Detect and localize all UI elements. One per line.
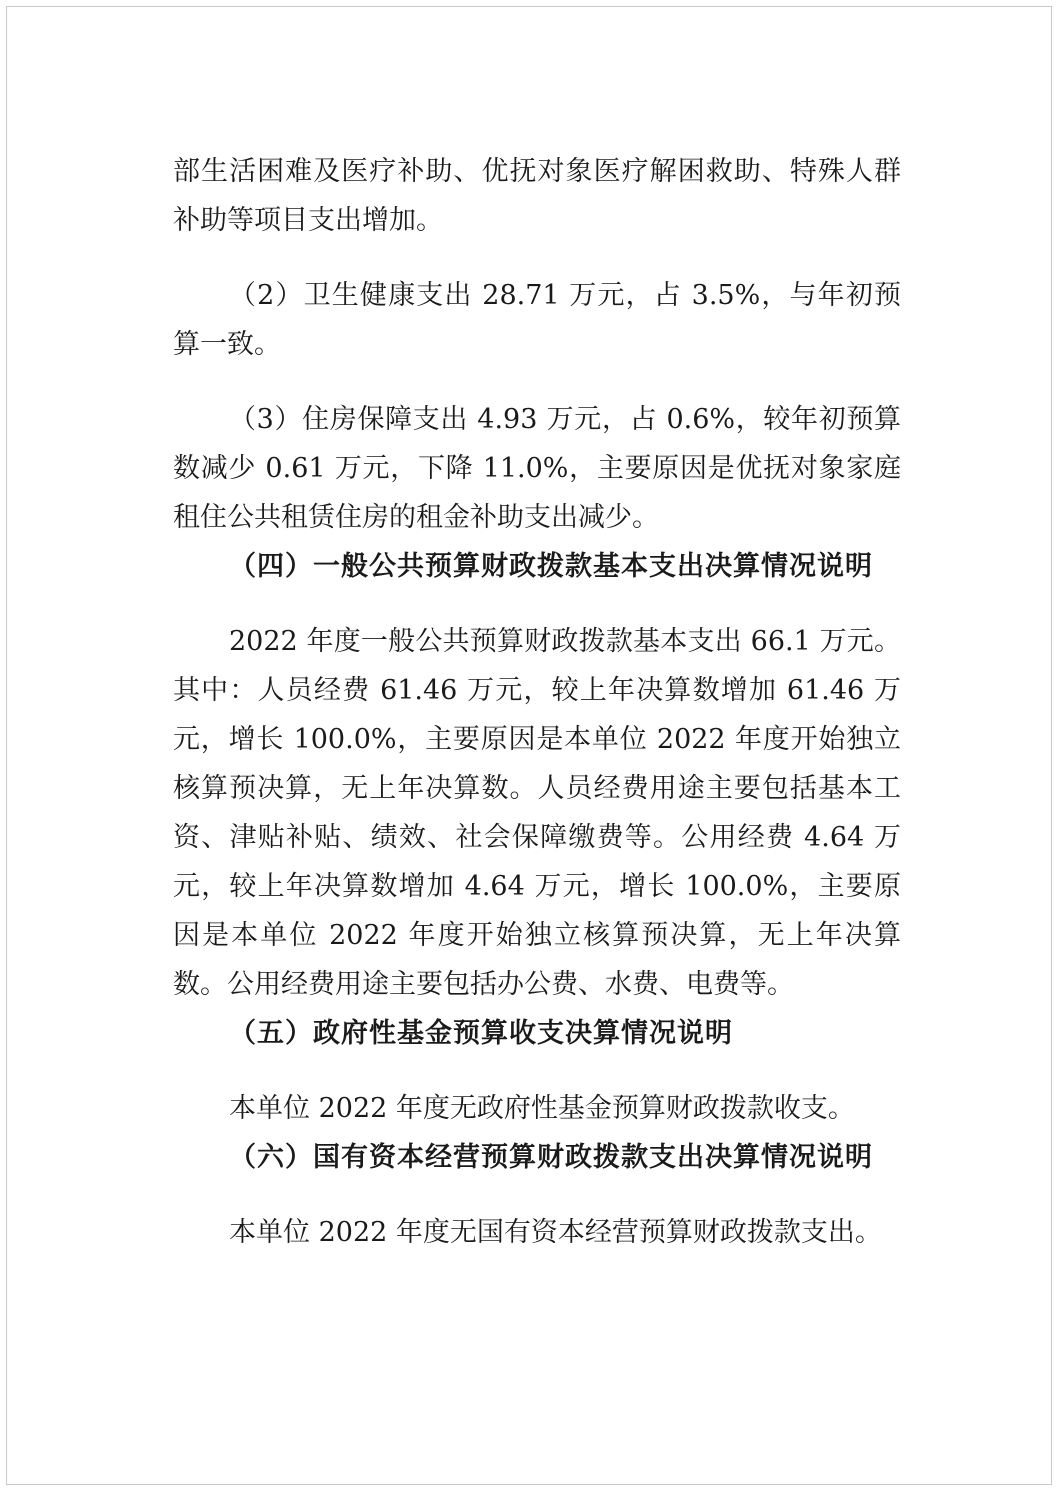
paragraph-state-capital: 本单位 2022 年度无国有资本经营预算财政拨款支出。	[229, 1217, 882, 1248]
document-body	[173, 147, 901, 1257]
section-heading-4: （四）一般公共预算财政拨款基本支出决算情况说明	[229, 551, 873, 582]
document-page	[6, 6, 1052, 1485]
paragraph-basic-expenditure: 2022 年度一般公共预算财政拨款基本支出 66.1 万元。其中：人员经费 61.46 万元，较上年决算数增加 61.46 万元，增长 100.0%，主要原因是本单位 2022 年度开始独立核算预决算，无上年决算数。人员经费用途主要包括基本工资、津贴补贴、绩效、社会保障缴费等。公用经费 4.64 万元，较上年决算数增加 4.64 万元，增长 100.0%，主要原因是本单位 2022 年度开始独立核算预决算，无上年决算数。公用经费用途主要包括办公费、水费、电费等。	[173, 626, 901, 1000]
paragraph-health-expenditure: （2）卫生健康支出 28.71 万元，占 3.5%，与年初预算一致。	[173, 280, 901, 360]
paragraph-continuation: 部生活困难及医疗补助、优抚对象医疗解困救助、特殊人群补助等项目支出增加。	[173, 156, 901, 236]
paragraph-government-fund: 本单位 2022 年度无政府性基金预算财政拨款收支。	[229, 1093, 855, 1124]
section-heading-6: （六）国有资本经营预算财政拨款支出决算情况说明	[229, 1142, 873, 1173]
paragraph-housing-expenditure: （3）住房保障支出 4.93 万元，占 0.6%，较年初预算数减少 0.61 万元，下降 11.0%，主要原因是优抚对象家庭租住公共租赁住房的租金补助支出减少。	[173, 404, 901, 533]
section-heading-5: （五）政府性基金预算收支决算情况说明	[229, 1018, 733, 1049]
